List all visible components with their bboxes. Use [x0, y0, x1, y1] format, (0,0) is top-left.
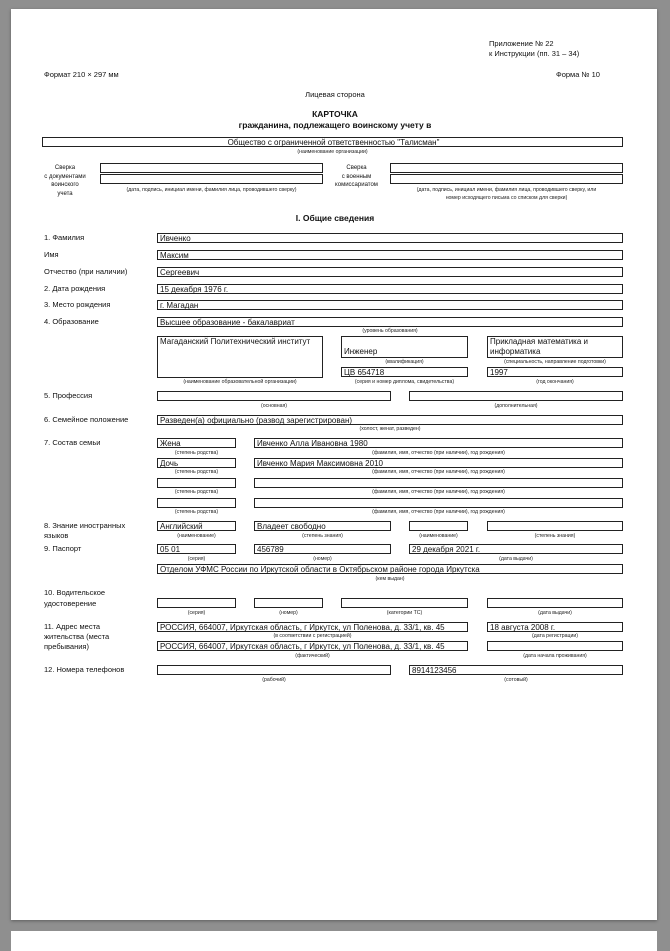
passport-series-field[interactable]: 05 01: [157, 544, 236, 554]
birth-place-label: 3. Место рождения: [44, 300, 111, 309]
format-label: Формат 210 × 297 мм: [44, 70, 119, 79]
marital-field[interactable]: Разведен(а) официально (развод зарегистрирован): [157, 415, 623, 425]
actual-address-caption: (фактический): [295, 653, 330, 659]
institution-caption: (наименование образовательной организации): [183, 379, 297, 385]
work-phone-caption: (рабочий): [262, 677, 286, 683]
license-number-field[interactable]: [254, 598, 323, 608]
patronymic-label: Отчество (при наличии): [44, 267, 128, 276]
organization-caption: (наименование организации): [297, 149, 368, 155]
family-relation-caption: (степень родства): [174, 469, 219, 475]
passport-series-caption: (серия): [187, 556, 206, 562]
education-level-field[interactable]: Высшее образование - бакалавриат: [157, 317, 623, 327]
birth-place-field[interactable]: г. Магадан: [157, 300, 623, 310]
registration-date-field[interactable]: 18 августа 2008 г.: [487, 622, 623, 632]
card-subtitle: гражданина, подлежащего воинскому учету в: [238, 120, 432, 130]
phones-label: 12. Номера телефонов: [44, 665, 125, 674]
profession-label: 5. Профессия: [44, 391, 93, 400]
family-person-caption: (фамилия, имя, отчество (при наличии), год рождения): [372, 489, 505, 495]
diploma-field[interactable]: ЦВ 654718: [341, 367, 468, 377]
passport-number-caption: (номер): [313, 556, 332, 562]
family-relation-caption: (степень родства): [174, 450, 219, 456]
passport-number-field[interactable]: 456789: [254, 544, 391, 554]
qualification-field[interactable]: Инженер: [341, 336, 468, 358]
work-phone-field[interactable]: [157, 665, 391, 675]
languages-label-2: языков: [44, 531, 69, 540]
qualification-caption: (квалификация): [385, 359, 424, 365]
license-label-1: 10. Водительское: [44, 588, 106, 597]
passport-issue-date-field[interactable]: 29 декабря 2021 г.: [409, 544, 623, 554]
family-person-caption: (фамилия, имя, отчество (при наличии), год рождения): [372, 469, 505, 475]
profession-additional-caption: (дополнительная): [494, 403, 538, 409]
profession-additional-field[interactable]: [409, 391, 623, 401]
reconciliation-commissariat-caption-2: номер исходящего письма со списком для сверки): [445, 195, 568, 201]
reconciliation-commissariat-caption-1: (дата, подпись, инициал имени, фамилия лица, проводившего сверку, или: [416, 187, 597, 193]
family-person-field-1[interactable]: Ивченко Алла Ивановна 1980: [254, 438, 623, 448]
family-relation-field-4[interactable]: [157, 498, 236, 508]
family-relation-field-2[interactable]: Дочь: [157, 458, 236, 468]
surname-field[interactable]: Ивченко: [157, 233, 623, 243]
surname-label: 1. Фамилия: [44, 233, 85, 242]
registered-address-field[interactable]: РОССИЯ, 664007, Иркутская область, г Иркутск, ул Поленова, д. 33/1, кв. 45: [157, 622, 468, 632]
reconciliation-docs-caption: (дата, подпись, инициал имени, фамилия лица, проводившего сверку): [126, 187, 297, 193]
family-person-caption: (фамилия, имя, отчество (при наличии), год рождения): [372, 509, 505, 515]
profession-main-field[interactable]: [157, 391, 391, 401]
license-issue-date-field[interactable]: [487, 598, 623, 608]
language-name-caption: (наименование): [419, 533, 458, 539]
form-number: Форма № 10: [556, 70, 600, 79]
appendix-line-1: Приложение № 22: [489, 39, 554, 48]
profession-main-caption: (основная): [261, 403, 287, 409]
residence-start-caption: (дата начала проживания): [523, 653, 587, 659]
appendix-line-2: к Инструкции (пп. 31 – 34): [489, 49, 580, 58]
specialty-field[interactable]: Прикладная математика и информатика: [487, 336, 623, 358]
passport-issued-by-caption: (кем выдан): [375, 576, 405, 582]
organization-field[interactable]: Общество с ограниченной ответственностью "Талисман": [42, 137, 623, 147]
reconciliation-commissariat-label: Сверка с военным комиссариатом: [335, 165, 378, 188]
residence-start-field[interactable]: [487, 641, 623, 651]
family-person-field-4[interactable]: [254, 498, 623, 508]
license-series-field[interactable]: [157, 598, 236, 608]
address-label-1: 11. Адрес места: [44, 622, 101, 631]
mobile-phone-field[interactable]: 8914123456: [409, 665, 623, 675]
license-number-caption: (номер): [279, 610, 298, 616]
marital-label: 6. Семейное положение: [44, 415, 129, 424]
reconciliation-docs-field-2[interactable]: [100, 174, 323, 184]
registered-address-caption: (в соответствии с регистрацией): [273, 633, 352, 639]
section-title: I. Общие сведения: [295, 213, 375, 223]
registration-date-caption: (дата регистрации): [532, 633, 578, 639]
name-field[interactable]: Максим: [157, 250, 623, 260]
family-label: 7. Состав семьи: [44, 438, 101, 447]
mobile-phone-caption: (сотовый): [504, 677, 528, 683]
family-relation-caption: (степень родства): [174, 489, 219, 495]
actual-address-field[interactable]: РОССИЯ, 664007, Иркутская область, г Иркутск, ул Поленова, д. 33/1, кв. 45: [157, 641, 468, 651]
next-page: [11, 931, 657, 951]
reconciliation-commissariat-field-1[interactable]: [390, 163, 623, 173]
card-title: КАРТОЧКА: [312, 109, 358, 119]
education-label: 4. Образование: [44, 317, 99, 326]
family-relation-caption: (степень родства): [174, 509, 219, 515]
graduation-year-caption: (год окончания): [536, 379, 574, 385]
language-level-caption: (степень знания): [534, 533, 576, 539]
family-person-caption: (фамилия, имя, отчество (при наличии), год рождения): [372, 450, 505, 456]
license-label-2: удостоверение: [44, 599, 97, 608]
education-level-caption: (уровень образования): [362, 328, 418, 334]
diploma-caption: (серия и номер диплома, свидетельства): [354, 379, 455, 385]
marital-caption: (холост, женат, разведен): [359, 426, 421, 432]
passport-issue-date-caption: (дата выдачи): [499, 556, 533, 562]
license-categories-caption: (категории ТС): [386, 610, 423, 616]
languages-label-1: 8. Знание иностранных: [44, 521, 126, 530]
license-issue-date-caption: (дата выдачи): [538, 610, 572, 616]
institution-field[interactable]: Магаданский Политехнический институт: [157, 336, 323, 378]
family-person-field-3[interactable]: [254, 478, 623, 488]
address-label-3: пребывания): [44, 642, 89, 651]
reconciliation-docs-label: Сверка с документами воинского учета: [44, 165, 86, 197]
specialty-caption: (специальность, направление подготовки): [504, 359, 606, 365]
side-label: Лицевая сторона: [305, 90, 365, 99]
graduation-year-field[interactable]: 1997: [487, 367, 623, 377]
family-person-field-2[interactable]: Ивченко Мария Максимовна 2010: [254, 458, 623, 468]
passport-issued-by-field[interactable]: Отделом УФМС России по Иркутской области в Октябрьском районе города Иркутска: [157, 564, 623, 574]
language-level-caption: (степень знания): [302, 533, 343, 539]
language-1-field[interactable]: Английский: [157, 521, 236, 531]
license-categories-field[interactable]: [341, 598, 468, 608]
family-relation-field-1[interactable]: Жена: [157, 438, 236, 448]
language-1-level-field[interactable]: Владеет свободно: [254, 521, 391, 531]
patronymic-field[interactable]: Сергеевич: [157, 267, 623, 277]
language-name-caption: (наименование): [177, 533, 216, 539]
birth-date-label: 2. Дата рождения: [44, 284, 106, 293]
license-series-caption: (серия): [187, 610, 206, 616]
address-label-2: жительства (места: [44, 632, 110, 641]
language-2-level-field[interactable]: [487, 521, 623, 531]
family-relation-field-3[interactable]: [157, 478, 236, 488]
passport-label: 9. Паспорт: [44, 544, 82, 553]
name-label: Имя: [44, 250, 59, 259]
reconciliation-docs-field-1[interactable]: [100, 163, 323, 173]
language-2-field[interactable]: [409, 521, 468, 531]
birth-date-field[interactable]: 15 декабря 1976 г.: [157, 284, 623, 294]
reconciliation-commissariat-field-2[interactable]: [390, 174, 623, 184]
